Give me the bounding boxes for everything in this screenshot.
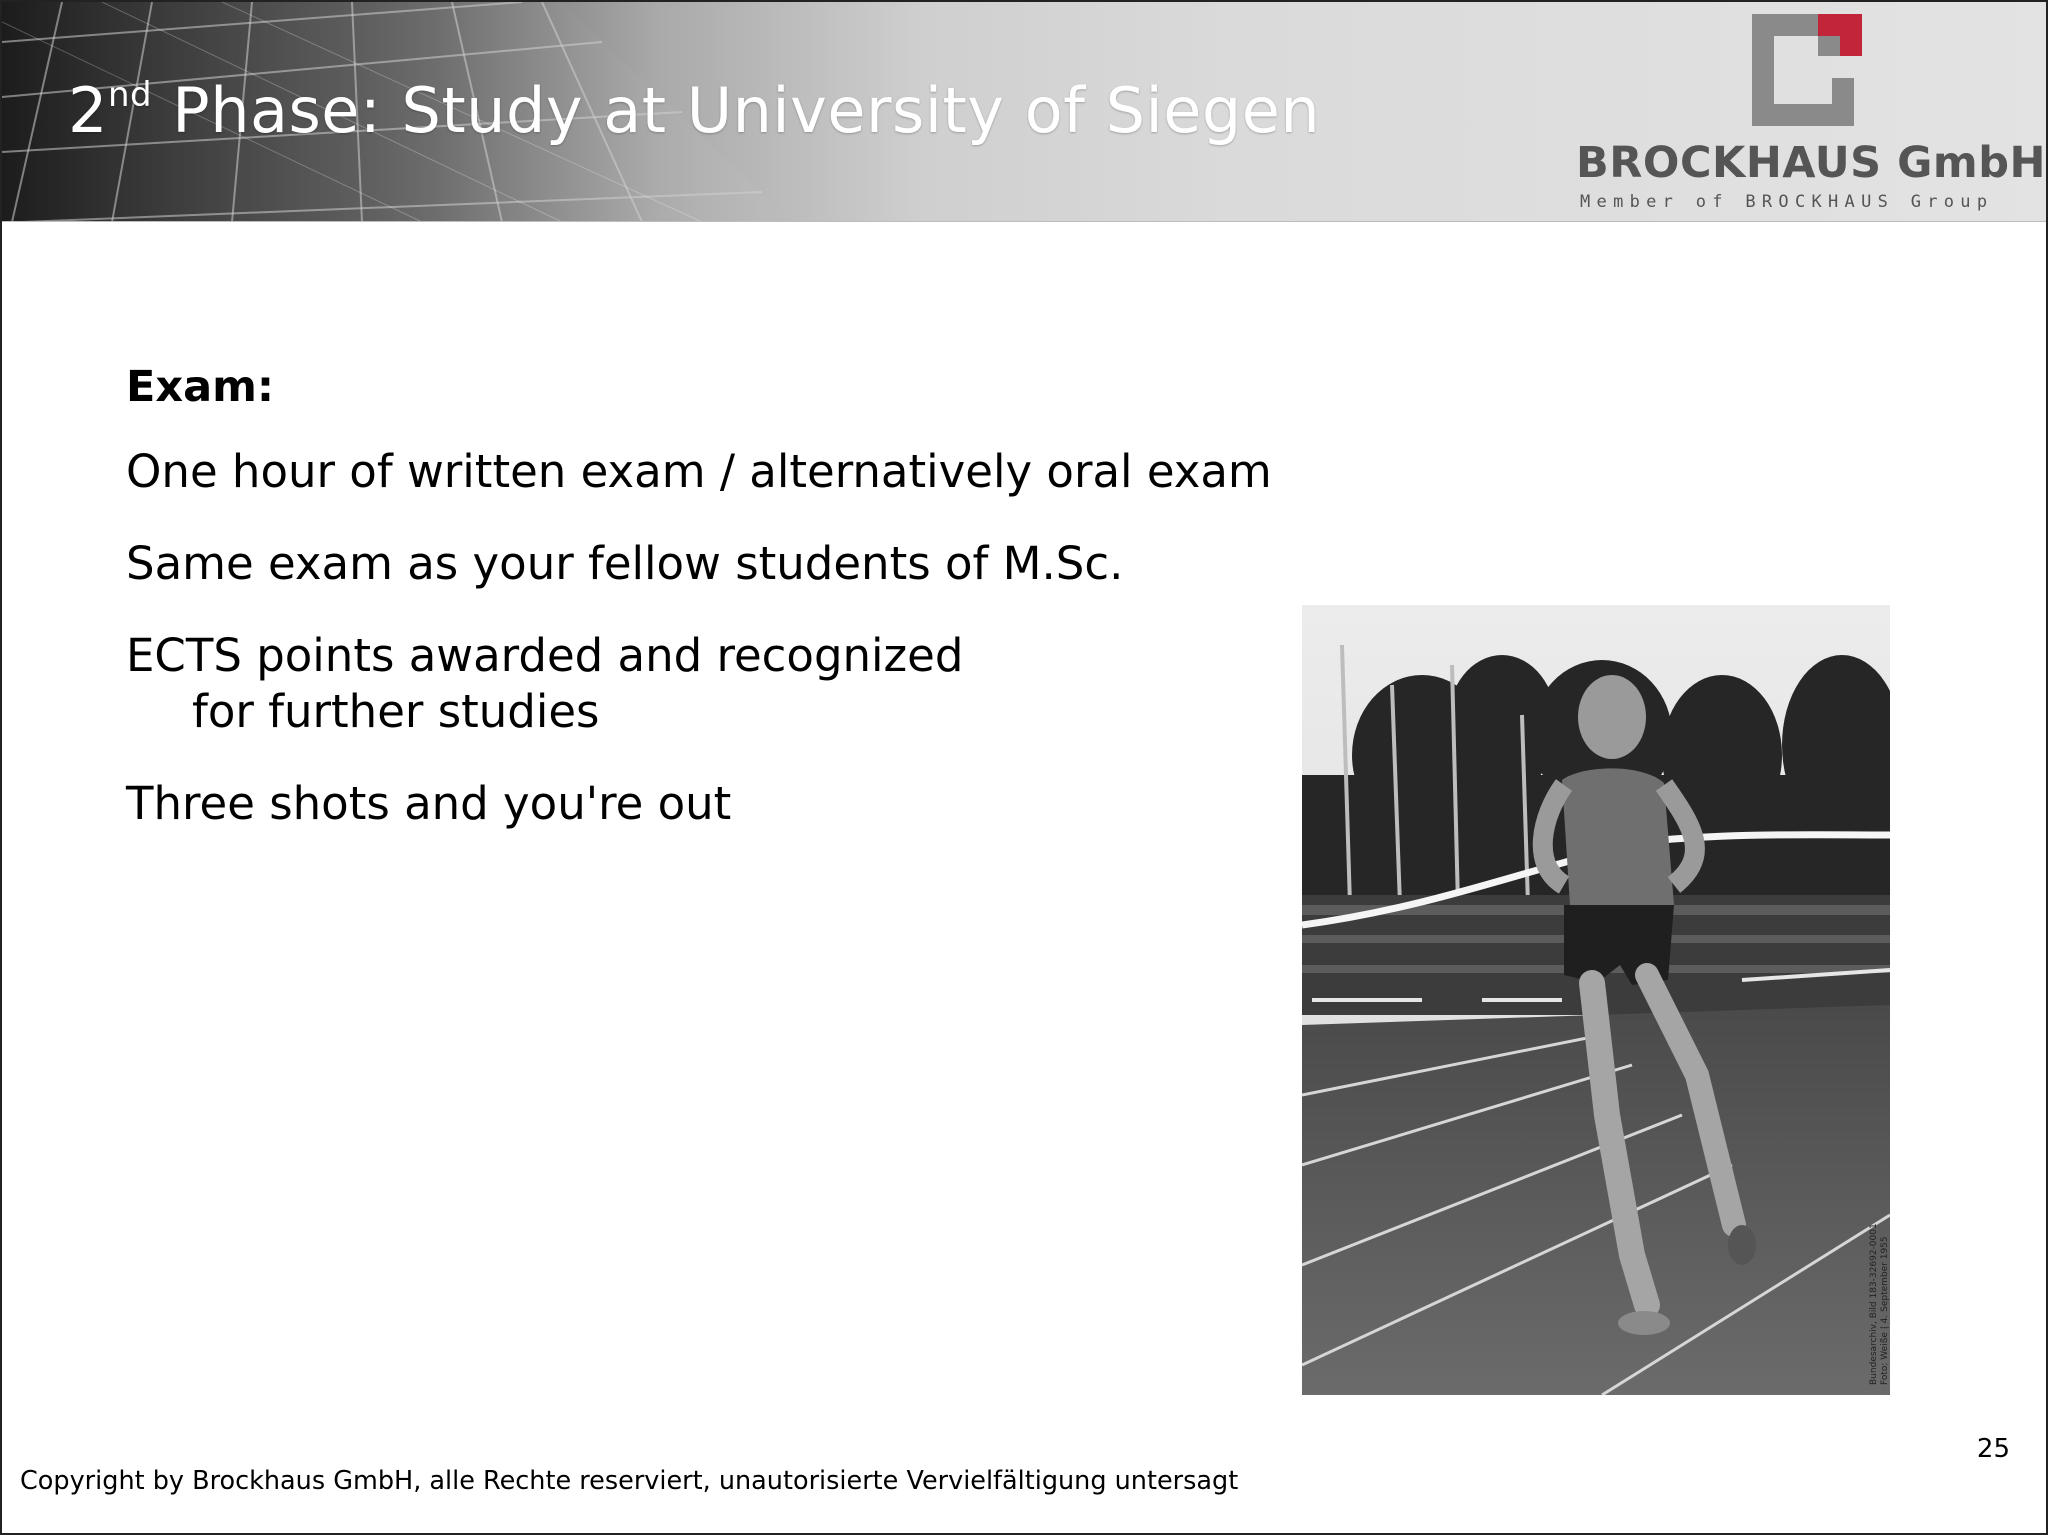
page-number: 25 (1976, 1434, 2010, 1464)
brockhaus-logo-mark-icon (1752, 14, 1862, 126)
list-item: One hour of written exam / alternatively oral exam (126, 445, 1272, 498)
list-item: Same exam as your fellow students of M.Sc. (126, 537, 1124, 590)
logo-company-name: BROCKHAUS GmbH (1576, 138, 2046, 188)
slide-title (68, 74, 1320, 147)
header-divider (2, 221, 2048, 222)
runner-finish-line-image (1302, 605, 1890, 1395)
slide-body (126, 362, 1386, 868)
header-banner (2, 2, 2048, 222)
list-item: Three shots and you're out (126, 777, 732, 830)
photo-caption-line: Bundesarchiv, Bild 183-32692-0001 (1869, 1223, 1879, 1385)
runner-photo (1302, 605, 1890, 1395)
title-rest: Phase: Study at University of Siegen (152, 74, 1321, 147)
brockhaus-logo (1572, 12, 2046, 212)
exam-heading: Exam: (126, 362, 275, 412)
photo-caption-line: Foto: Weiße | 4. September 1955 (1880, 1236, 1890, 1385)
title-prefix: 2 (68, 74, 108, 147)
copyright-notice: Copyright by Brockhaus GmbH, alle Rechte reserviert, unautorisierte Vervielfältigung untersagt (20, 1466, 1239, 1496)
logo-tagline: Member of BROCKHAUS Group (1580, 192, 1994, 212)
list-item (126, 628, 1386, 740)
title-superscript: nd (107, 75, 153, 115)
list-item-continuation: for further studies (192, 685, 600, 738)
list-item-line: ECTS points awarded and recognized (126, 629, 964, 682)
